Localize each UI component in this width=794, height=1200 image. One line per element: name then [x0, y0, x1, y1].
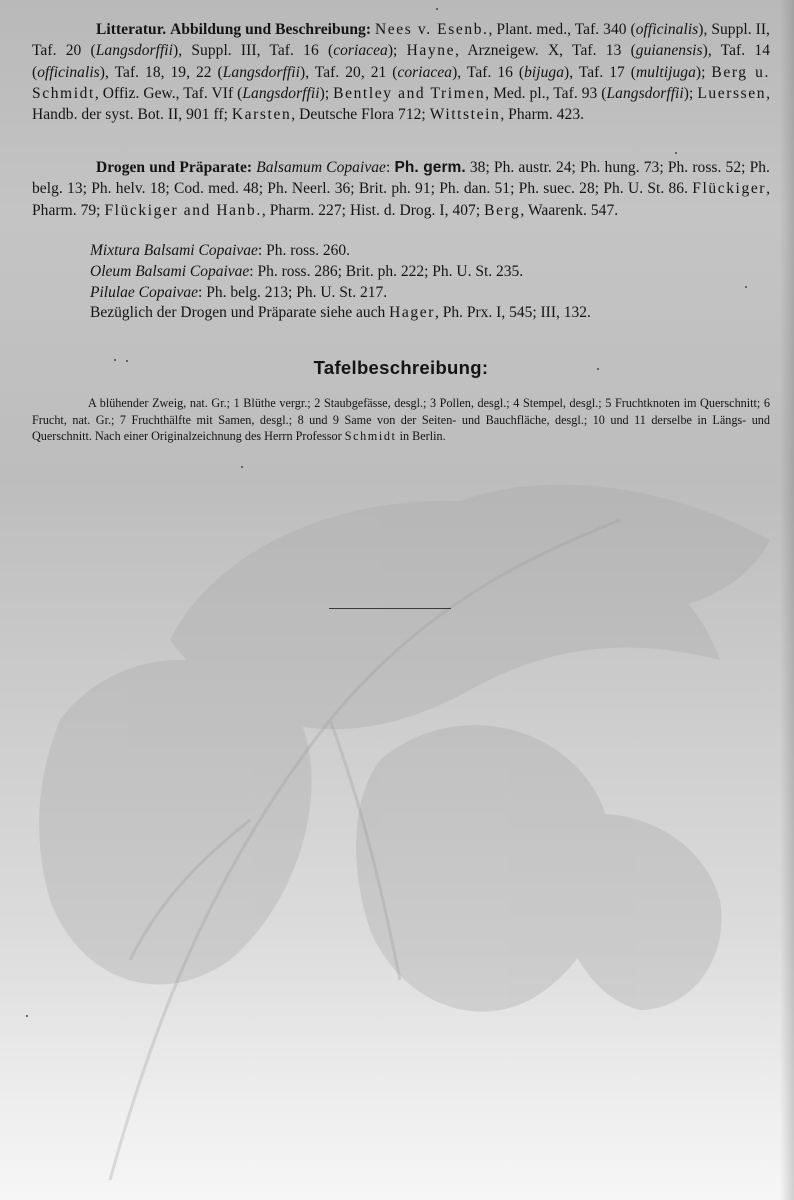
author-hager: Hager — [389, 304, 435, 321]
preparation-name: Mixtura Balsami Copaivae — [90, 242, 258, 259]
author-flueckiger-hanbury: Flückiger and Hanb. — [104, 201, 262, 219]
literature-label: Litteratur. — [96, 21, 167, 38]
species-name: officinalis — [37, 63, 100, 81]
text-run: ); — [319, 84, 334, 102]
preparation-refs: : Ph. ross. 286; Brit. ph. 222; Ph. U. St. 235. — [249, 263, 524, 280]
plate-description-text: A blühender Zweig, nat. Gr.; 1 Blüthe vergr.; 2 Staubgefässe, desgl.; 3 Pollen, desgl.; 4 Stempel, desgl.; 5 Fruchtknoten im Querschnitt; 6 Frucht, nat. Gr.; 7 Fruchthälfte mit Samen, desgl.; 8 und 9 Same von der Seiten- und Bauchfläche, desgl.; 10 und 11 derselbe in Längs- und Querschnitt. Nach einer Originalzeichnung des Herrn Professor — [32, 396, 770, 444]
text-run: ), Taf. 17 ( — [564, 63, 637, 81]
species-name: officinalis — [635, 21, 699, 38]
text-run: ), Suppl. III, Taf. 16 ( — [173, 42, 334, 60]
author-karsten: Karsten — [231, 106, 292, 124]
species-name: Langsdorffii — [222, 63, 300, 81]
text-run: , Pharm. 423. — [500, 106, 585, 124]
species-name: guianensis — [635, 42, 703, 60]
print-speck — [114, 359, 116, 361]
see-also-refs: , Ph. Prx. I, 545; III, 132. — [435, 304, 591, 321]
preparation-line-oleum — [90, 261, 770, 282]
text-run: , Pharm. 79; — [32, 180, 770, 219]
species-name: bijuga — [524, 63, 565, 81]
text-run: 38; Ph. austr. 24; Ph. hung. 73; Ph. ross. 52; Ph. belg. 13; Ph. helv. 18; Cod. med. 48; Ph. Neerl. 36; Brit. ph. 91; Ph. dan. 51; Ph. suec. 28; Ph. U. St. 86. — [32, 159, 770, 198]
text-run: ); — [683, 84, 698, 102]
see-also-line — [90, 302, 770, 323]
preparation-refs: : Ph. ross. 260. — [257, 242, 351, 259]
preparation-line-pilulae — [90, 282, 770, 303]
see-also-text: Bezüglich der Drogen und Präparate siehe auch — [90, 304, 390, 321]
abbildung-label: Abbildung und Beschreibung: — [170, 21, 372, 38]
text-run: : — [386, 159, 395, 176]
plate-description-text-end: in Berlin. — [396, 429, 446, 444]
author-luerssen: Luerssen — [697, 84, 767, 102]
print-speck — [241, 466, 243, 468]
preparation-name: Oleum Balsami Copaivae — [90, 263, 250, 280]
preparation-line-mixtura — [90, 240, 770, 261]
pharmacopoeia-germ: Ph. germ. — [394, 159, 466, 176]
text-run: ); — [387, 42, 407, 60]
text-run: ), Taf. 14 ( — [32, 42, 770, 81]
text-run: , Med. pl., Taf. 93 ( — [485, 84, 607, 102]
author-bentley-trimen: Bentley and Trimen — [333, 84, 486, 102]
author-wittstein: Wittstein — [429, 106, 501, 124]
preparation-refs: : Ph. belg. 213; Ph. U. St. 217. — [198, 284, 388, 301]
print-speck — [597, 368, 599, 370]
print-speck — [26, 1015, 28, 1017]
author-schmidt: Schmidt — [344, 429, 397, 444]
text-run: ), Taf. 18, 19, 22 ( — [99, 63, 223, 81]
text-run: , Waarenk. 547. — [520, 201, 619, 219]
literature-paragraph — [32, 19, 770, 125]
text-run: , Pharm. 227; Hist. d. Drog. I, 407; — [261, 201, 485, 219]
species-name: coriacea — [333, 42, 388, 60]
author-berg: Berg — [484, 201, 521, 219]
author-flueckiger: Flückiger — [692, 180, 767, 198]
page-edge-shadow — [780, 0, 794, 1200]
species-name: Langsdorffii — [95, 42, 174, 60]
author-hayne: Hayne — [406, 42, 456, 60]
species-name: multijuga — [636, 63, 696, 81]
preparation-name: Balsamum Copaivae — [256, 159, 386, 176]
print-speck — [126, 360, 128, 362]
plate-description-heading: Tafelbeschreibung: — [313, 357, 489, 378]
section-divider — [329, 608, 451, 609]
author-berg-schmidt: Berg u. Schmidt — [32, 63, 770, 102]
print-speck — [675, 152, 677, 154]
species-name: Langsdorffii — [242, 84, 320, 102]
text-run: , Deutsche Flora 712; — [291, 106, 430, 124]
text-run: ); — [695, 63, 712, 81]
plate-description-paragraph — [32, 395, 770, 445]
text-run: , Offiz. Gew., Taf. VIf ( — [94, 84, 243, 102]
species-name: Langsdorffii — [606, 84, 684, 102]
drugs-label: Drogen und Präparate: — [96, 159, 253, 176]
species-name: coriacea — [397, 63, 453, 81]
text-run: , Arzneigew. X, Taf. 13 ( — [455, 42, 636, 60]
text-run: , Handb. der syst. Bot. II, 901 ff; — [32, 84, 771, 124]
text-run: ), Suppl. II, Taf. 20 ( — [32, 21, 770, 60]
author-nees: Nees v. Esenb. — [374, 21, 489, 38]
print-speck — [745, 286, 747, 288]
text-run: ), Taf. 16 ( — [452, 63, 525, 81]
print-speck — [436, 8, 438, 10]
text-run: ), Taf. 20, 21 ( — [299, 63, 398, 81]
preparation-name: Pilulae Copaivae — [90, 284, 199, 301]
drugs-paragraph — [32, 157, 770, 221]
text-run: , Plant. med., Taf. 340 ( — [488, 21, 636, 38]
